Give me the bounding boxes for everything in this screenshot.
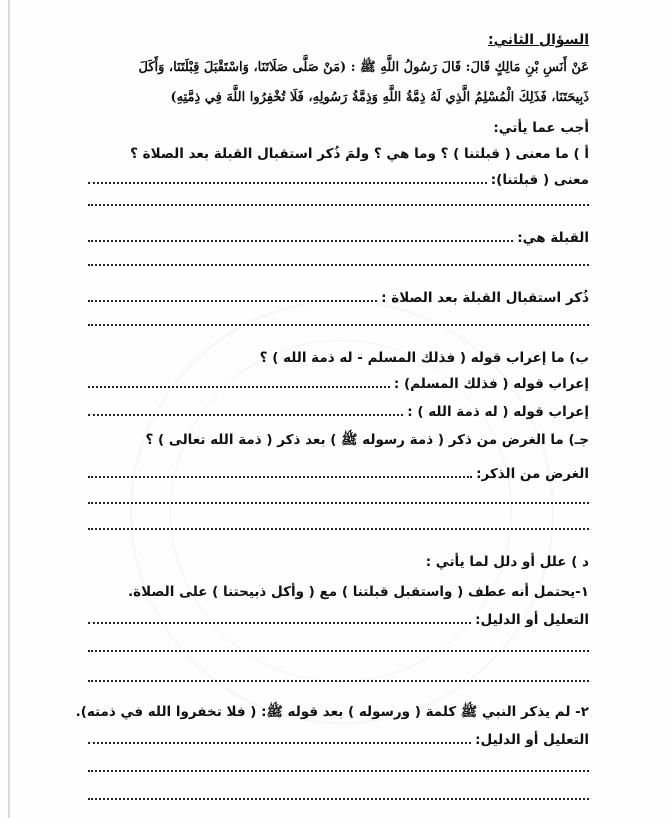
part-c-answer-line-2[interactable] [88, 528, 589, 530]
part-d-item2-reason-answer[interactable] [88, 730, 471, 744]
part-a-meaning-answer[interactable] [88, 170, 487, 184]
part-a-reason-row [82, 288, 589, 308]
part-b-question: ب) ما إعراب قوله ( فذلك المسلم - له ذمة الله ) ؟ [259, 350, 589, 366]
page-edge-line [8, 0, 10, 818]
part-d-item1-reason-label: التعليل أو الدليل: [475, 612, 589, 628]
part-d-item1-answer-line-1[interactable] [88, 650, 589, 652]
part-d-item2-reason-label: التعليل أو الدليل: [475, 732, 589, 748]
part-a-qibla-answer[interactable] [88, 228, 513, 242]
part-b-parse2-row [82, 402, 589, 422]
part-d-item2-answer-line-2[interactable] [88, 798, 589, 800]
part-a-reason-answer[interactable] [88, 288, 377, 302]
part-d-item-1: ١-يحتمل أنه عطف ( واستقبل قبلتنا ) مع ( وأكل ذبيحتنا ) على الصلاة. [128, 584, 589, 600]
part-b-parse2-label: إعراب قوله ( له ذمة الله ) : [407, 404, 589, 420]
question-heading: السؤال الثاني: [488, 32, 589, 48]
part-a-meaning-row [82, 170, 589, 190]
part-d-item2-reason-row [82, 730, 589, 750]
hadith-line-2: ذَبِيحَتَنَا، فَذَلِكَ الْمُسْلِمُ الَّذِي لَهُ ذِمَّةُ اللَّهِ وَذِمَّةُ رَسُولِهِ، فَلَا تُخْفِرُوا اللَّهَ فِي ذِمَّتِهِ) [170, 90, 589, 105]
part-d-item1-reason-answer[interactable] [88, 610, 471, 624]
part-c-purpose-answer[interactable] [88, 464, 472, 478]
part-c-purpose-row [82, 464, 589, 484]
part-c-purpose-label: الغرض من الذكر: [476, 466, 589, 482]
hadith-line-1: عَنْ أَنَسِ بْنِ مَالِكٍ قَالَ: قَالَ رَسُولُ اللَّهِ ﷺ : (مَنْ صَلَّى صَلَاتَنَا، وَاسْتَقْبَلَ قِبْلَتَنَا، وَأَكَلَ [138, 60, 589, 75]
part-b-parse1-row [82, 374, 589, 394]
part-d-item-2: ٢- لم يذكر النبي ﷺ كلمة ( ورسوله ) بعد قوله ﷺ: ( فلا تخفروا الله في ذمته). [75, 704, 589, 720]
part-a-reason-answer-line[interactable] [88, 324, 589, 326]
part-d-item1-reason-row [82, 610, 589, 630]
instruction-text: أجب عما يأتي: [493, 120, 589, 136]
part-a-meaning-answer-line[interactable] [88, 204, 589, 206]
part-b-parse2-answer[interactable] [88, 402, 403, 416]
part-b-parse1-answer[interactable] [88, 374, 390, 388]
part-a-reason-label: ذُكر استقبال القبلة بعد الصلاة : [381, 290, 589, 306]
part-a-qibla-label: القبلة هي: [517, 230, 589, 246]
part-a-qibla-row [82, 228, 589, 248]
part-b-parse1-label: إعراب قوله ( فذلك المسلم) : [393, 376, 589, 392]
part-d-item1-answer-line-2[interactable] [88, 680, 589, 682]
part-c-answer-line-1[interactable] [88, 502, 589, 504]
part-a-question: أ ) ما معنى ( قبلتنا ) ؟ وما هي ؟ ولمَ ذُكر استقبال القبلة بعد الصلاة ؟ [130, 146, 589, 162]
part-c-question: جـ) ما الغرض من ذكر ( ذمة رسوله ﷺ ) بعد ذكر ( ذمة الله تعالى ) ؟ [145, 432, 589, 448]
part-a-qibla-answer-line[interactable] [88, 264, 589, 266]
part-d-question: د ) علل أو دلل لما يأتي : [425, 554, 589, 570]
part-d-item2-answer-line-1[interactable] [88, 770, 589, 772]
part-a-meaning-label: معنى ( قبلتنا): [490, 172, 589, 188]
